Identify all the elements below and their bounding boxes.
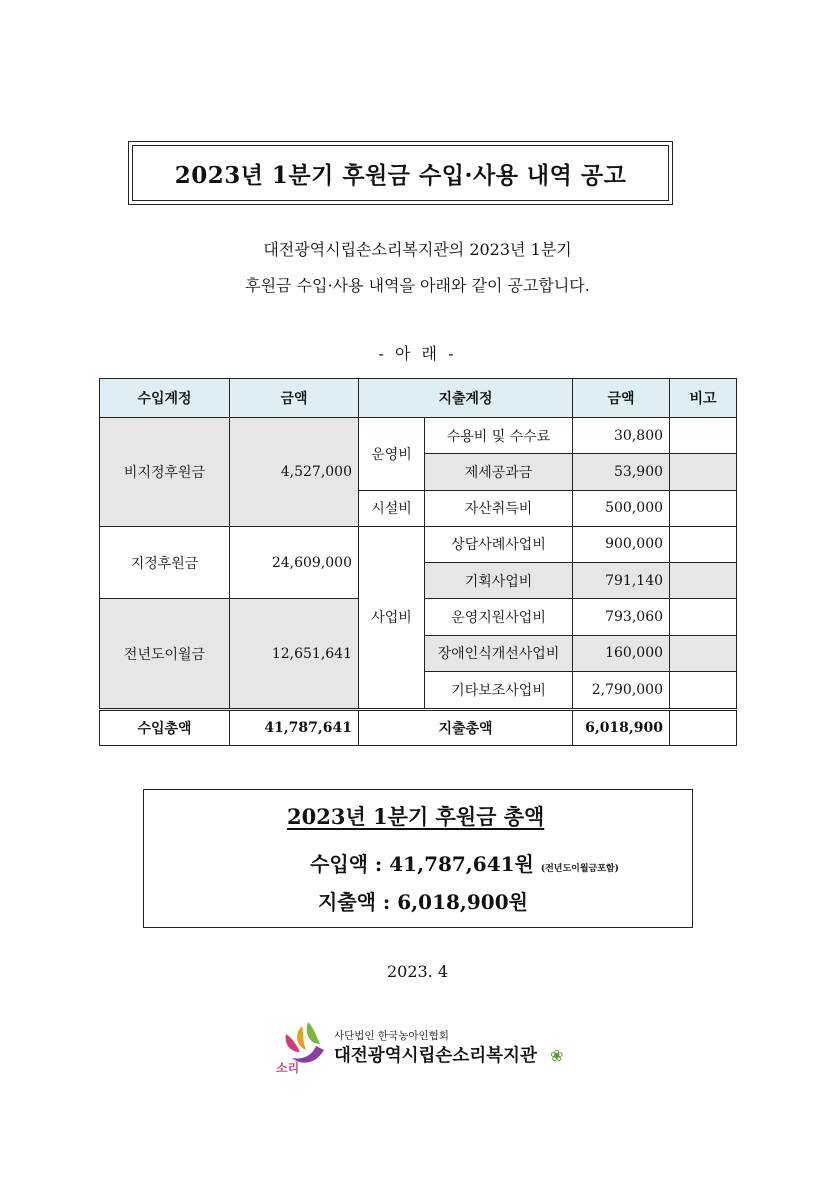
note-cell: [670, 526, 737, 562]
expense-amount-cell: 2,790,000: [573, 671, 670, 709]
expense-amount-cell: 53,900: [573, 454, 670, 490]
expense-amount-cell: 500,000: [573, 490, 670, 526]
expense-amount-cell: 793,060: [573, 599, 670, 635]
expense-name-cell: 기획사업비: [425, 563, 573, 599]
document-date: 2023. 4: [386, 962, 449, 981]
income-name-cell: 전년도이월금: [100, 599, 230, 710]
expense-group-cell: 운영비: [359, 418, 425, 491]
header-income-amount: 금액: [230, 379, 359, 418]
income-total-label: 수입총액: [100, 710, 230, 746]
note-cell: [670, 490, 737, 526]
table-row: [100, 418, 737, 454]
summary-income-text: 수입액 : 41,787,641원: [310, 852, 534, 876]
expense-name-cell: 수용비 및 수수료: [425, 418, 573, 454]
expense-name-cell: 장애인식개선사업비: [425, 635, 573, 671]
expense-amount-cell: 30,800: [573, 418, 670, 454]
expense-total-label: 지출총액: [359, 710, 573, 746]
title-box: [128, 141, 673, 205]
income-amount-cell: 12,651,641: [230, 599, 359, 710]
expense-name-cell: 운영지원사업비: [425, 599, 573, 635]
logo-mark-text: 소리: [276, 1061, 300, 1075]
income-name-cell: 지정후원금: [100, 526, 230, 599]
logo-mark-icon: [272, 1020, 332, 1076]
note-cell: [670, 635, 737, 671]
expense-total-amount: 6,018,900: [573, 710, 670, 746]
header-note: 비고: [670, 379, 737, 418]
expense-group-cell: 사업비: [359, 526, 425, 709]
expense-name-cell: 기타보조사업비: [425, 671, 573, 709]
logo-name: 대전광역시립손소리복지관: [334, 1046, 537, 1066]
income-amount-cell: 4,527,000: [230, 418, 359, 527]
header-income-account: 수입계정: [100, 379, 230, 418]
intro-line-1: 대전광역시립손소리복지관의 2023년 1분기: [263, 240, 572, 259]
summary-expense-line: 지출액 : 6,018,900원: [318, 890, 528, 914]
note-cell: [670, 418, 737, 454]
income-expense-table: [99, 378, 737, 746]
table-row: [100, 526, 737, 562]
note-cell: [670, 710, 737, 746]
summary-income-line: [310, 848, 619, 877]
totals-row: [100, 710, 737, 746]
expense-amount-cell: 160,000: [573, 635, 670, 671]
income-name-cell: 비지정후원금: [100, 418, 230, 527]
expense-amount-cell: 791,140: [573, 563, 670, 599]
expense-group-cell: 시설비: [359, 490, 425, 526]
note-cell: [670, 454, 737, 490]
note-cell: [670, 671, 737, 709]
table-header-row: [100, 379, 737, 418]
summary-box: [143, 789, 693, 928]
note-cell: [670, 563, 737, 599]
expense-name-cell: 자산취득비: [425, 490, 573, 526]
header-expense-account: 지출계정: [359, 379, 573, 418]
page-title: 2023년 1분기 후원금 수입·사용 내역 공고: [132, 145, 669, 201]
expense-name-cell: 상담사례사업비: [425, 526, 573, 562]
expense-name-cell: 제세공과금: [425, 454, 573, 490]
income-total-amount: 41,787,641: [230, 710, 359, 746]
below-label: - 아 래 -: [378, 344, 457, 363]
intro-line-2: 후원금 수입·사용 내역을 아래와 같이 공고합니다.: [245, 276, 590, 295]
header-expense-amount: 금액: [573, 379, 670, 418]
logo-subtitle: 사단법인 한국농아인협회: [334, 1030, 449, 1042]
summary-income-note: (전년도이월금포함): [540, 864, 619, 874]
organization-logo: [272, 1020, 572, 1076]
note-cell: [670, 599, 737, 635]
summary-title: 2023년 1분기 후원금 총액: [287, 804, 545, 829]
flower-icon: ❀: [550, 1046, 564, 1065]
expense-amount-cell: 900,000: [573, 526, 670, 562]
income-amount-cell: 24,609,000: [230, 526, 359, 599]
